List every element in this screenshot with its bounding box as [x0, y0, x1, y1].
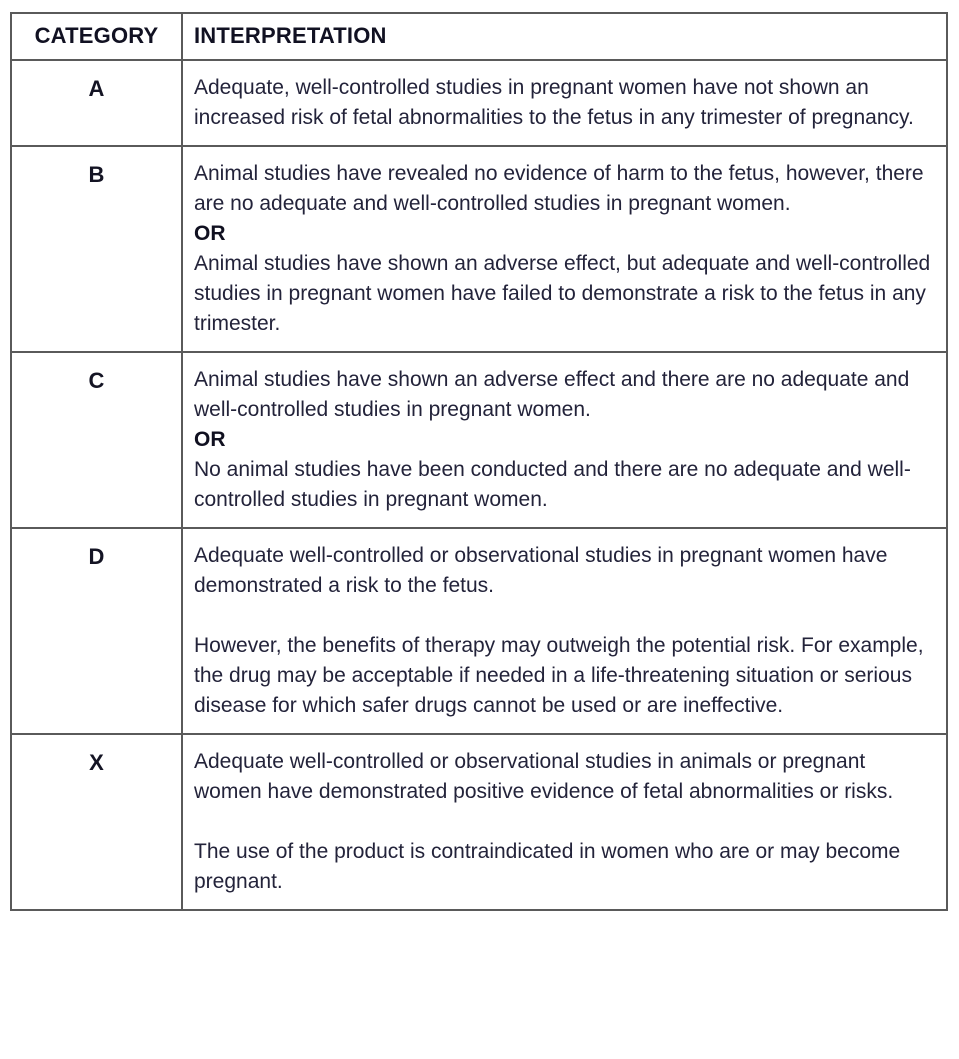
interpretation-paragraph: Adequate, well-controlled studies in pregnant women have not shown an increased risk of fetal abnormalities to the fetus in any trimester of pregnancy. — [194, 76, 914, 129]
interpretation-paragraph: No animal studies have been conducted and there are no adequate and well-controlled studies in pregnant women. — [194, 458, 911, 511]
table-header-row — [11, 13, 947, 60]
category-letter: D — [11, 528, 182, 734]
column-header-interpretation: INTERPRETATION — [182, 13, 947, 60]
category-letter: C — [11, 352, 182, 528]
interpretation-text — [182, 146, 947, 352]
table-container — [10, 12, 946, 911]
table-row — [11, 528, 947, 734]
category-letter: B — [11, 146, 182, 352]
interpretation-paragraph: Animal studies have revealed no evidence of harm to the fetus, however, there are no adequate and well-controlled studies in pregnant women. — [194, 162, 924, 215]
interpretation-paragraph: Animal studies have shown an adverse effect and there are no adequate and well-controlled studies in pregnant women. — [194, 368, 910, 421]
interpretation-text — [182, 352, 947, 528]
table-header — [11, 13, 947, 60]
pregnancy-category-table — [10, 12, 948, 911]
or-separator-label: OR — [194, 222, 226, 245]
table-body — [11, 60, 947, 910]
table-row — [11, 60, 947, 146]
interpretation-text — [182, 734, 947, 910]
interpretation-paragraph: Adequate well-controlled or observational studies in pregnant women have demonstrated a risk to the fetus. — [194, 544, 888, 597]
column-header-category: CATEGORY — [11, 13, 182, 60]
category-letter: X — [11, 734, 182, 910]
category-letter: A — [11, 60, 182, 146]
interpretation-paragraph: The use of the product is contraindicated in women who are or may become pregnant. — [194, 840, 901, 893]
interpretation-text — [182, 60, 947, 146]
interpretation-paragraph: Adequate well-controlled or observational studies in animals or pregnant women have demonstrated positive evidence of fetal abnormalities or risks. — [194, 750, 894, 803]
interpretation-paragraph: However, the benefits of therapy may outweigh the potential risk. For example, the drug may be acceptable if needed in a life-threatening situation or serious disease for which safer drugs cannot be used or are ineffective. — [194, 634, 924, 717]
interpretation-paragraph: Animal studies have shown an adverse effect, but adequate and well-controlled studies in pregnant women have failed to demonstrate a risk to the fetus in any trimester. — [194, 252, 931, 335]
interpretation-text — [182, 528, 947, 734]
table-row — [11, 146, 947, 352]
table-row — [11, 352, 947, 528]
table-row — [11, 734, 947, 910]
or-separator-label: OR — [194, 428, 226, 451]
